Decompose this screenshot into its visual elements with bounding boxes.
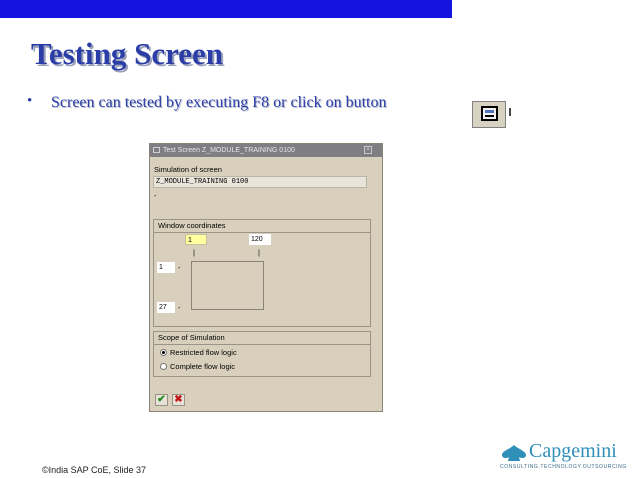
simulation-screen-field: Z_MODULE_TRAINING 0100: [153, 176, 367, 188]
capgemini-logo: [500, 440, 627, 470]
bullet-marker: •: [27, 93, 33, 109]
row-end-input[interactable]: 27: [157, 302, 175, 313]
row-start-input[interactable]: 1: [157, 262, 175, 273]
col-start-input[interactable]: 1: [185, 234, 207, 245]
col-end-input[interactable]: 120: [249, 234, 271, 245]
slide-title: Testing Screen: [31, 36, 224, 71]
window-icon: [153, 147, 160, 153]
checkmark-icon[interactable]: ✔: [155, 394, 168, 406]
test-screen-icon: [481, 106, 498, 121]
scope-of-simulation-group: [153, 331, 371, 377]
restricted-flow-label: Restricted flow logic: [170, 348, 237, 357]
top-blue-bar: [0, 0, 452, 18]
window-coordinates-group: [153, 219, 371, 327]
scope-heading: Scope of Simulation: [154, 332, 370, 345]
dash-line: -: [154, 191, 157, 200]
capgemini-spades-icon: [500, 444, 528, 462]
simulation-label: Simulation of screen: [154, 165, 222, 174]
bullet-text: Screen can tested by executing F8 or click on button: [51, 94, 387, 111]
restricted-flow-radio[interactable]: [160, 349, 167, 356]
slide-footer: ©India SAP CoE, Slide 37: [42, 465, 147, 475]
complete-flow-radio[interactable]: [160, 363, 167, 370]
row-end-dash: -: [178, 303, 181, 312]
row-start-dash: -: [178, 263, 181, 272]
dialog-titlebar: [150, 144, 382, 157]
window-preview-box: [191, 261, 264, 310]
dialog-title: Test Screen Z_MODULE_TRAINING 0100: [163, 147, 295, 154]
complete-flow-label: Complete flow logic: [170, 362, 236, 371]
window-coordinates-heading: Window coordinates: [154, 220, 370, 233]
test-screen-button[interactable]: [472, 101, 506, 128]
toolbar-separator: [509, 108, 511, 116]
cancel-x-icon[interactable]: ✖: [172, 394, 185, 406]
logo-tagline: CONSULTING.TECHNOLOGY.OUTSOURCING: [500, 464, 627, 470]
logo-name: Capgemini: [529, 440, 617, 462]
test-screen-dialog: [149, 143, 383, 412]
col-start-marker: |: [193, 248, 195, 257]
close-icon[interactable]: ×: [364, 146, 372, 154]
col-end-marker: |: [258, 248, 260, 257]
